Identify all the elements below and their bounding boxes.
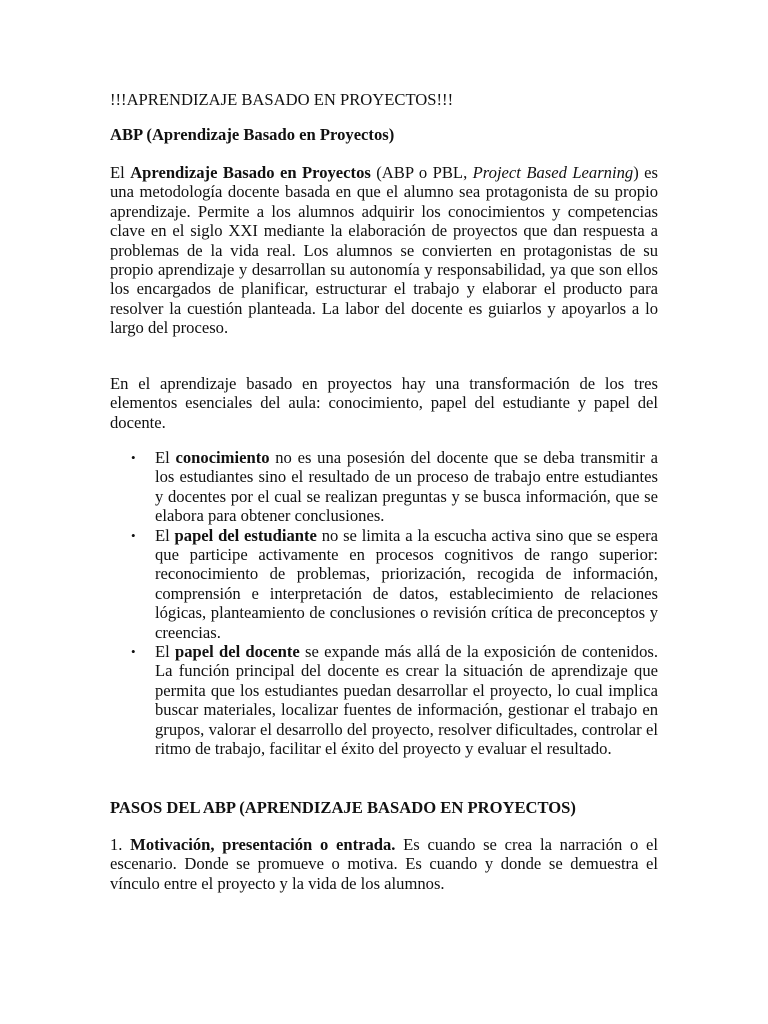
bullet-teacher-role	[110, 642, 658, 758]
bullet-term: conocimiento	[175, 448, 270, 467]
step-text: Es cuando se crea la narración o el escenario. Donde se promueve o motiva. Es cuando y donde se demuestra el vínculo entre el proyecto y la vida de los alumnos.	[110, 835, 658, 893]
bullet-lead: El	[155, 525, 175, 545]
bullet-dot-icon: •	[131, 644, 136, 660]
steps-heading: PASOS DEL ABP (APRENDIZAJE BASADO EN PROYECTOS)	[110, 798, 576, 817]
bullet-dot-icon: •	[131, 450, 136, 465]
bullet-student-role	[110, 526, 658, 642]
intro-rest: ) es una metodología docente basada en que el alumno sea protagonista de su propio aprendizaje. Permite a los alumnos adquirir los conocimientos y competencias clave en el siglo XXI mediante la elaboración de proyectos que dan respuesta a problemas de la vida real. Los alumnos se convierten en protagonistas de su propio aprendizaje y desarrollan su autonomía y responsabilidad, ya que son ellos los encargados de planificar, estructurar el trabajo y elaborar el producto para resolver la cuestión planteada. La labor del docente es guiarlos y apoyarlos a lo largo del proceso.	[110, 163, 658, 338]
bullet-lead: El	[155, 448, 176, 467]
intro-term-english: Project Based Learning	[472, 163, 634, 182]
bullet-knowledge	[110, 448, 658, 526]
intro-mid: (ABP o PBL,	[370, 163, 473, 182]
bullet-text: no es una posesión del docente que se deba transmitir a los estudiantes sino el resultado de un proceso de trabajo entre estudiantes y docentes por el cual se realizan preguntas y se busca información, que se elabora para obtener conclusiones.	[155, 448, 658, 526]
bullet-term: papel del estudiante	[174, 525, 317, 545]
intro-term: Aprendizaje Basado en Proyectos	[130, 163, 371, 182]
step-number: 1.	[110, 835, 131, 854]
bullet-dot-icon: •	[131, 527, 136, 543]
step-term: Motivación, presentación o entrada.	[130, 835, 396, 854]
document-subtitle: ABP (Aprendizaje Basado en Proyectos)	[110, 125, 395, 144]
intro-lead: El	[110, 163, 131, 182]
bullet-text: no se limita a la escucha activa sino que se espera que participe activamente en procesos cognitivos de rango superior: reconocimiento de problemas, priorización, recogida de información, comprensión e interpretación de datos, establecimiento de relaciones lógicas, planteamiento de conclusiones o revisión crítica de preconceptos y creencias.	[155, 525, 658, 642]
bullet-text: se expande más allá de la exposición de contenidos. La función principal del docente es crear la situación de aprendizaje que permita que los estudiantes puedan desarrollar el proyecto, lo cual implica buscar materiales, localizar fuentes de información, gestionar el trabajo en grupos, valorar el desarrollo del proyecto, resolver dificultades, controlar el ritmo de trabajo, facilitar el éxito del proyecto y evaluar el resultado.	[155, 642, 658, 759]
step-1-paragraph	[110, 835, 658, 893]
intro-paragraph	[110, 163, 658, 338]
paragraph-three-elements: En el aprendizaje basado en proyectos hay una transformación de los tres elementos esenciales del aula: conocimiento, papel del estudiante y papel del docente.	[110, 374, 658, 432]
document-title: !!!APRENDIZAJE BASADO EN PROYECTOS!!!	[110, 90, 454, 109]
bullet-lead: El	[155, 642, 175, 662]
elements-bullet-list	[110, 448, 658, 759]
bullet-term: papel del docente	[175, 642, 300, 662]
